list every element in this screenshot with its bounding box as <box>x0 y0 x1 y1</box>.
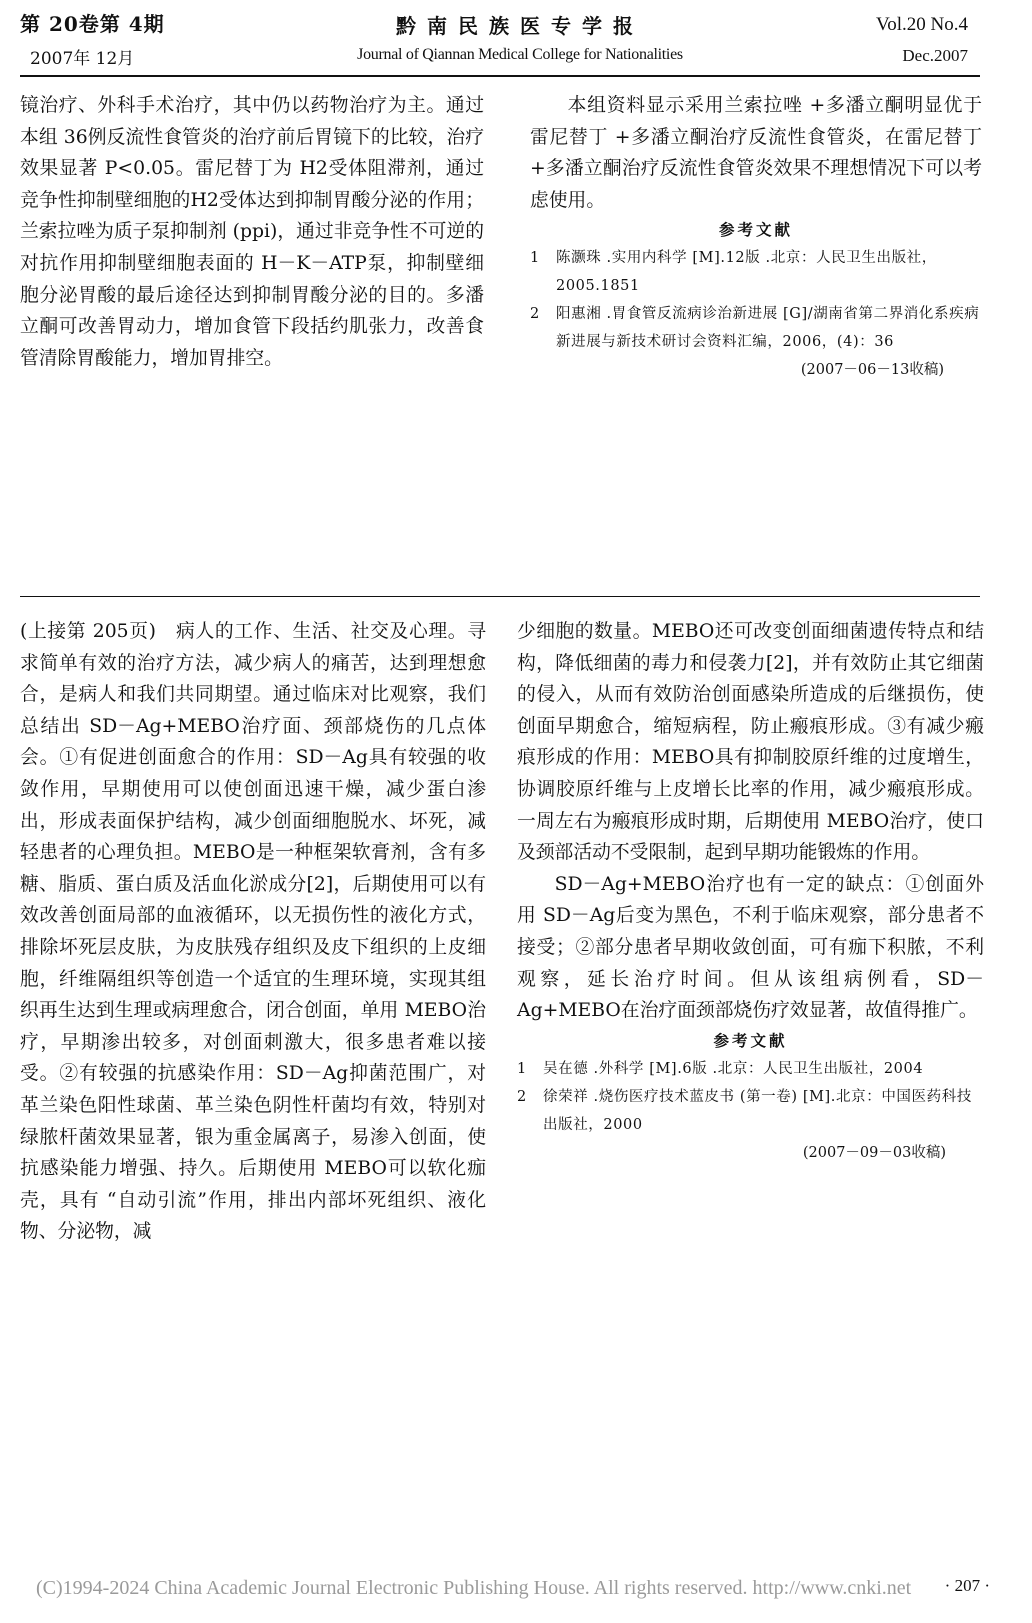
page-number: · 207 · <box>944 1576 990 1595</box>
header-rule <box>20 75 980 77</box>
reference-item <box>530 244 982 300</box>
article1-column-left <box>20 90 484 374</box>
reference-number: 1 <box>517 1060 527 1077</box>
journal-title-cn: 黔南民族医专学报 <box>396 14 644 38</box>
article2-body-paragraph: SD－Ag+MEBO治疗也有一定的缺点：①创面外用 SD－Ag后变为黑色，不利于临床观察，部分患者不接受；②部分患者早期收敛创面，可有痂下积脓，不利观察，延长治疗时间。但从该组病例看，SD－Ag+MEBO在治疗面颈部烧伤疗效显著，故值得推广。 <box>517 873 984 1022</box>
issue-number: 第 20卷第 4期 <box>20 12 165 36</box>
article2-column-right <box>517 616 984 1167</box>
reference-text: 吴在德 .外科学 [M].6版 .北京：人民卫生出版社，2004 <box>543 1060 924 1077</box>
reference-number: 1 <box>530 250 540 267</box>
volume-en: Vol.20 No.4 <box>875 14 968 35</box>
received-date: (2007－06－13收稿) <box>800 362 944 379</box>
date-en: Dec.2007 <box>902 46 968 65</box>
references-heading: 参考文献 <box>718 220 793 240</box>
references-heading: 参考文献 <box>713 1030 788 1050</box>
article1-column-right <box>530 90 982 384</box>
reference-text: 徐荣祥 .烧伤医疗技术蓝皮书 (第一卷) [M].北京：中国医药科技出版社，2000 <box>543 1088 972 1133</box>
article2-body-paragraph: 少细胞的数量。MEBO还可改变创面细菌遗传特点和结构，降低细菌的毒力和侵袭力[2]，并有效防止其它细菌的侵入，从而有效防治创面感染所造成的后继损伤，使创面早期愈合，缩短病程，防止瘢痕形成。③有减少瘢痕形成的作用：MEBO具有抑制胶原纤维的过度增生，协调胶原纤维与上皮增长比率的作用，减少瘢痕形成。一周左右为瘢痕形成时期，后期使用 MEBO治疗，使口及颈部活动不受限制，起到早期功能锻炼的作用。 <box>517 621 984 864</box>
reference-item <box>517 1055 984 1083</box>
copyright-footer: (C)1994-2024 China Academic Journal Electronic Publishing House. All rights reserved. http://www.cnki.net <box>36 1577 912 1599</box>
reference-item <box>517 1083 984 1139</box>
article1-body-paragraph: 镜治疗、外科手术治疗，其中仍以药物治疗为主。通过本组 36例反流性食管炎的治疗前后胃镜下的比较，治疗效果显著 P<0.05。雷尼替丁为 H2受体阻滞剂，通过竞争性抑制壁细胞的H2受体达到抑制胃酸分泌的作用；兰索拉唑为质子泵抑制剂 (ppi)，通过非竞争性不可逆的对抗作用抑制壁细胞表面的 H－K－ATP泵，抑制壁细胞分泌胃酸的最后途径达到抑制胃酸分泌的目的。多潘立酮可改善胃动力，增加食管下段括约肌张力，改善食管清除胃酸能力，增加胃排空。 <box>20 95 484 369</box>
journal-title-en: Journal of Qiannan Medical College for Nationalities <box>357 46 683 63</box>
reference-text: 阳惠湘 .胃食管反流病诊治新进展 [G]/湖南省第二界消化系疾病新进展与新技术研讨会资料汇编，2006，(4)：36 <box>556 306 980 351</box>
received-date: (2007－09－03收稿) <box>802 1144 946 1161</box>
issue-date: 2007年 12月 <box>30 49 135 69</box>
reference-item <box>530 300 982 356</box>
article1-conclusion-paragraph: 本组资料显示采用兰索拉唑 +多潘立酮明显优于雷尼替丁 +多潘立酮治疗反流性食管炎，在雷尼替丁 +多潘立酮治疗反流性食管炎效果不理想情况下可以考虑使用。 <box>530 95 982 211</box>
reference-text: 陈灏珠 .实用内科学 [M].12版 .北京：人民卫生出版社， 2005.1851 <box>556 250 937 295</box>
article2-body-paragraph: (上接第 205页) 病人的工作、生活、社交及心理。寻求简单有效的治疗方法，减少病人的痛苦，达到理想愈合，是病人和我们共同期望。通过临床对比观察，我们总结出 SD－Ag+MEBO治疗面、颈部烧伤的几点体会。①有促进创面愈合的作用：SD－Ag具有较强的收敛作用，早期使用可以使创面迅速干燥，减少蛋白渗出，形成表面保护结构，减少创面细胞脱水、坏死，减轻患者的心理负担。MEBO是一种框架软膏剂，含有多糖、脂质、蛋白质及活血化淤成分[2]，后期使用可以有效改善创面局部的血液循环，以无损伤性的液化方式，排除坏死层皮肤，为皮肤残存组织及皮下组织的上皮细胞，纤维隔组织等创造一个适宜的生理环境，实现其组织再生达到生理或病理愈合，闭合创面，单用 MEBO治疗，早期渗出较多，对创面刺激大，很多患者难以接受。②有较强的抗感染作用：SD－Ag抑菌范围广，对革兰染色阳性球菌、革兰染色阴性杆菌均有效，特别对绿脓杆菌效果显著，银为重金属离子，易渗入创面，使抗感染能力增强、持久。后期使用 MEBO可以软化痂壳，具有 “自动引流”作用，排出内部坏死组织、液化物、分泌物，减 <box>20 621 486 1243</box>
reference-number: 2 <box>530 306 540 323</box>
section-divider <box>20 596 980 597</box>
reference-number: 2 <box>517 1088 527 1105</box>
article2-column-left <box>20 616 486 1248</box>
